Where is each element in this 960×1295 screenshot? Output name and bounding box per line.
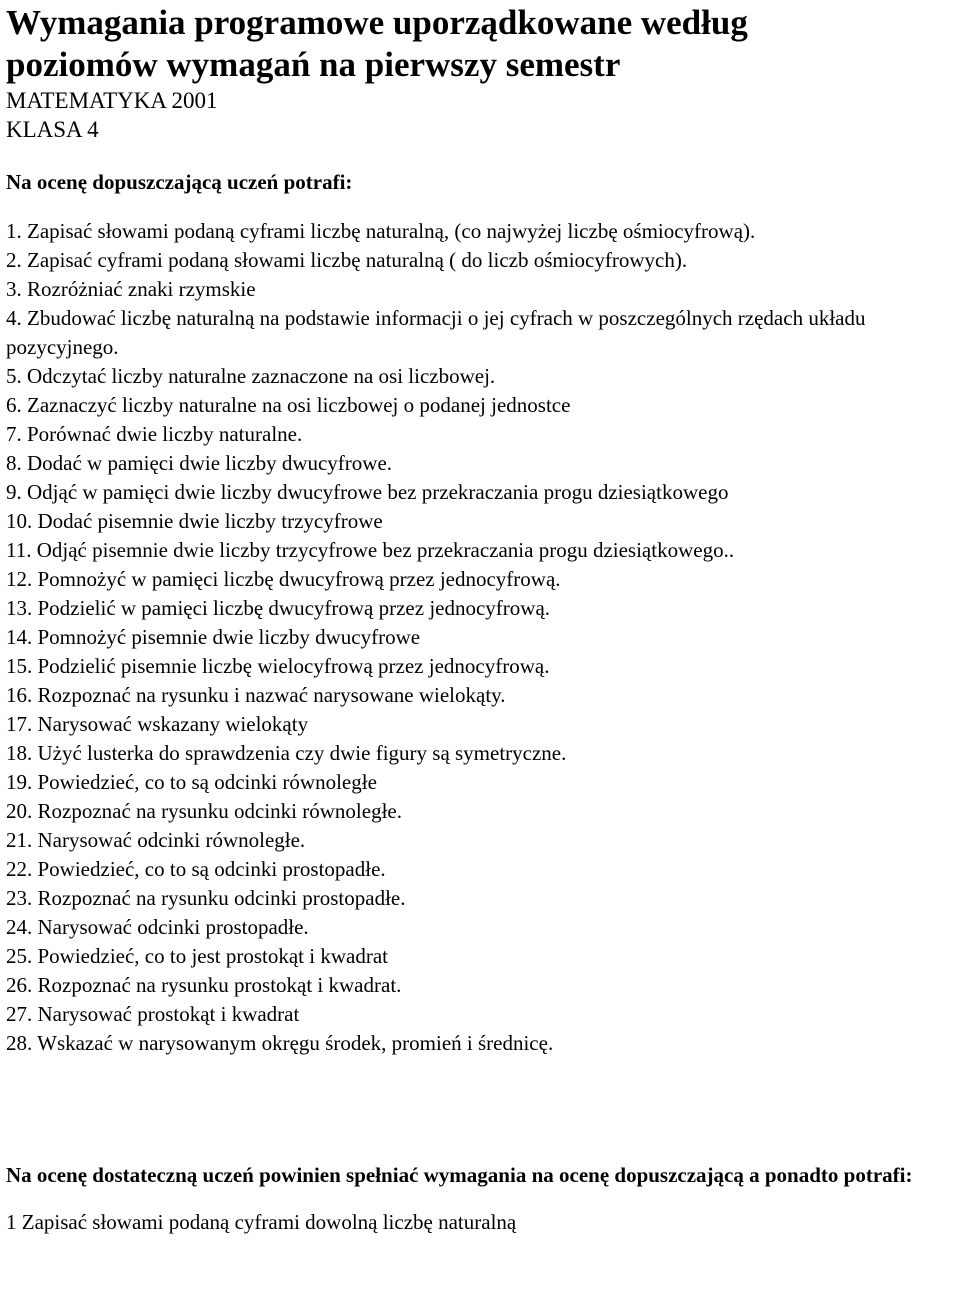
requirements-list-dostateczna [6, 1208, 956, 1237]
list-item: 15. Podzielić pisemnie liczbę wielocyfrową przez jednocyfrową. [6, 654, 550, 678]
list-item: 13. Podzielić w pamięci liczbę dwucyfrową przez jednocyfrową. [6, 596, 551, 620]
section-heading-dopuszczajaca: Na ocenę dopuszczającą uczeń potrafi: [6, 170, 353, 194]
list-item: 2. Zapisać cyframi podaną słowami liczbę naturalną ( do liczb ośmiocyfrowych). [6, 248, 688, 272]
document-title [6, 0, 956, 86]
list-item: 21. Narysować odcinki równoległe. [6, 828, 306, 852]
list-item: 26. Rozpoznać na rysunku prostokąt i kwadrat. [6, 973, 402, 997]
requirements-list-dopuszczajaca [6, 217, 956, 1058]
list-item: 27. Narysować prostokąt i kwadrat [6, 1002, 300, 1026]
list-item: 14. Pomnożyć pisemnie dwie liczby dwucyfrowe [6, 625, 421, 649]
list-item: 6. Zaznaczyć liczby naturalne na osi liczbowej o podanej jednostce [6, 393, 571, 417]
list-item: 1. Zapisać słowami podaną cyframi liczbę naturalną, (co najwyżej liczbę ośmiocyfrową). [6, 219, 756, 243]
list-item: 19. Powiedzieć, co to są odcinki równoległe [6, 770, 377, 794]
list-item: 28. Wskazać w narysowanym okręgu środek, promień i średnicę. [6, 1031, 554, 1055]
grade-line: KLASA 4 [6, 117, 99, 142]
list-item: 25. Powiedzieć, co to jest prostokąt i kwadrat [6, 944, 388, 968]
list-item: 20. Rozpoznać na rysunku odcinki równoległe. [6, 799, 402, 823]
list-item: 22. Powiedzieć, co to są odcinki prostopadłe. [6, 857, 386, 881]
list-item: 23. Rozpoznać na rysunku odcinki prostopadłe. [6, 886, 406, 910]
list-item: 11. Odjąć pisemnie dwie liczby trzycyfrowe bez przekraczania progu dziesiątkowego.. [6, 538, 735, 562]
list-item: 10. Dodać pisemnie dwie liczby trzycyfrowe [6, 509, 383, 533]
list-item: 7. Porównać dwie liczby naturalne. [6, 422, 303, 446]
title-line-2: poziomów wymagań na pierwszy semestr [6, 45, 621, 84]
section-heading-dostateczna: Na ocenę dostateczną uczeń powinien spełniać wymagania na ocenę dopuszczającą a ponadto potrafi: [6, 1163, 913, 1187]
list-item: 5. Odczytać liczby naturalne zaznaczone na osi liczbowej. [6, 364, 496, 388]
subject-line: MATEMATYKA 2001 [6, 88, 218, 113]
list-item: 3. Rozróżniać znaki rzymskie [6, 277, 256, 301]
list-item: 17. Narysować wskazany wielokąty [6, 712, 309, 736]
list-item: 24. Narysować odcinki prostopadłe. [6, 915, 309, 939]
list-item: 4. Zbudować liczbę naturalną na podstawie informacji o jej cyfrach w poszczególnych rzędach układu pozycyjnego. [6, 306, 866, 359]
list-item: 8. Dodać w pamięci dwie liczby dwucyfrowe. [6, 451, 393, 475]
list-item: 12. Pomnożyć w pamięci liczbę dwucyfrową przez jednocyfrową. [6, 567, 561, 591]
title-line-1: Wymagania programowe uporządkowane według [6, 3, 748, 42]
list-item: 1 Zapisać słowami podaną cyframi dowolną liczbę naturalną [6, 1210, 517, 1234]
list-item: 16. Rozpoznać na rysunku i nazwać narysowane wielokąty. [6, 683, 506, 707]
list-item: 18. Użyć lusterka do sprawdzenia czy dwie figury są symetryczne. [6, 741, 567, 765]
document-page [6, 0, 956, 1237]
list-item: 9. Odjąć w pamięci dwie liczby dwucyfrowe bez przekraczania progu dziesiątkowego [6, 480, 729, 504]
